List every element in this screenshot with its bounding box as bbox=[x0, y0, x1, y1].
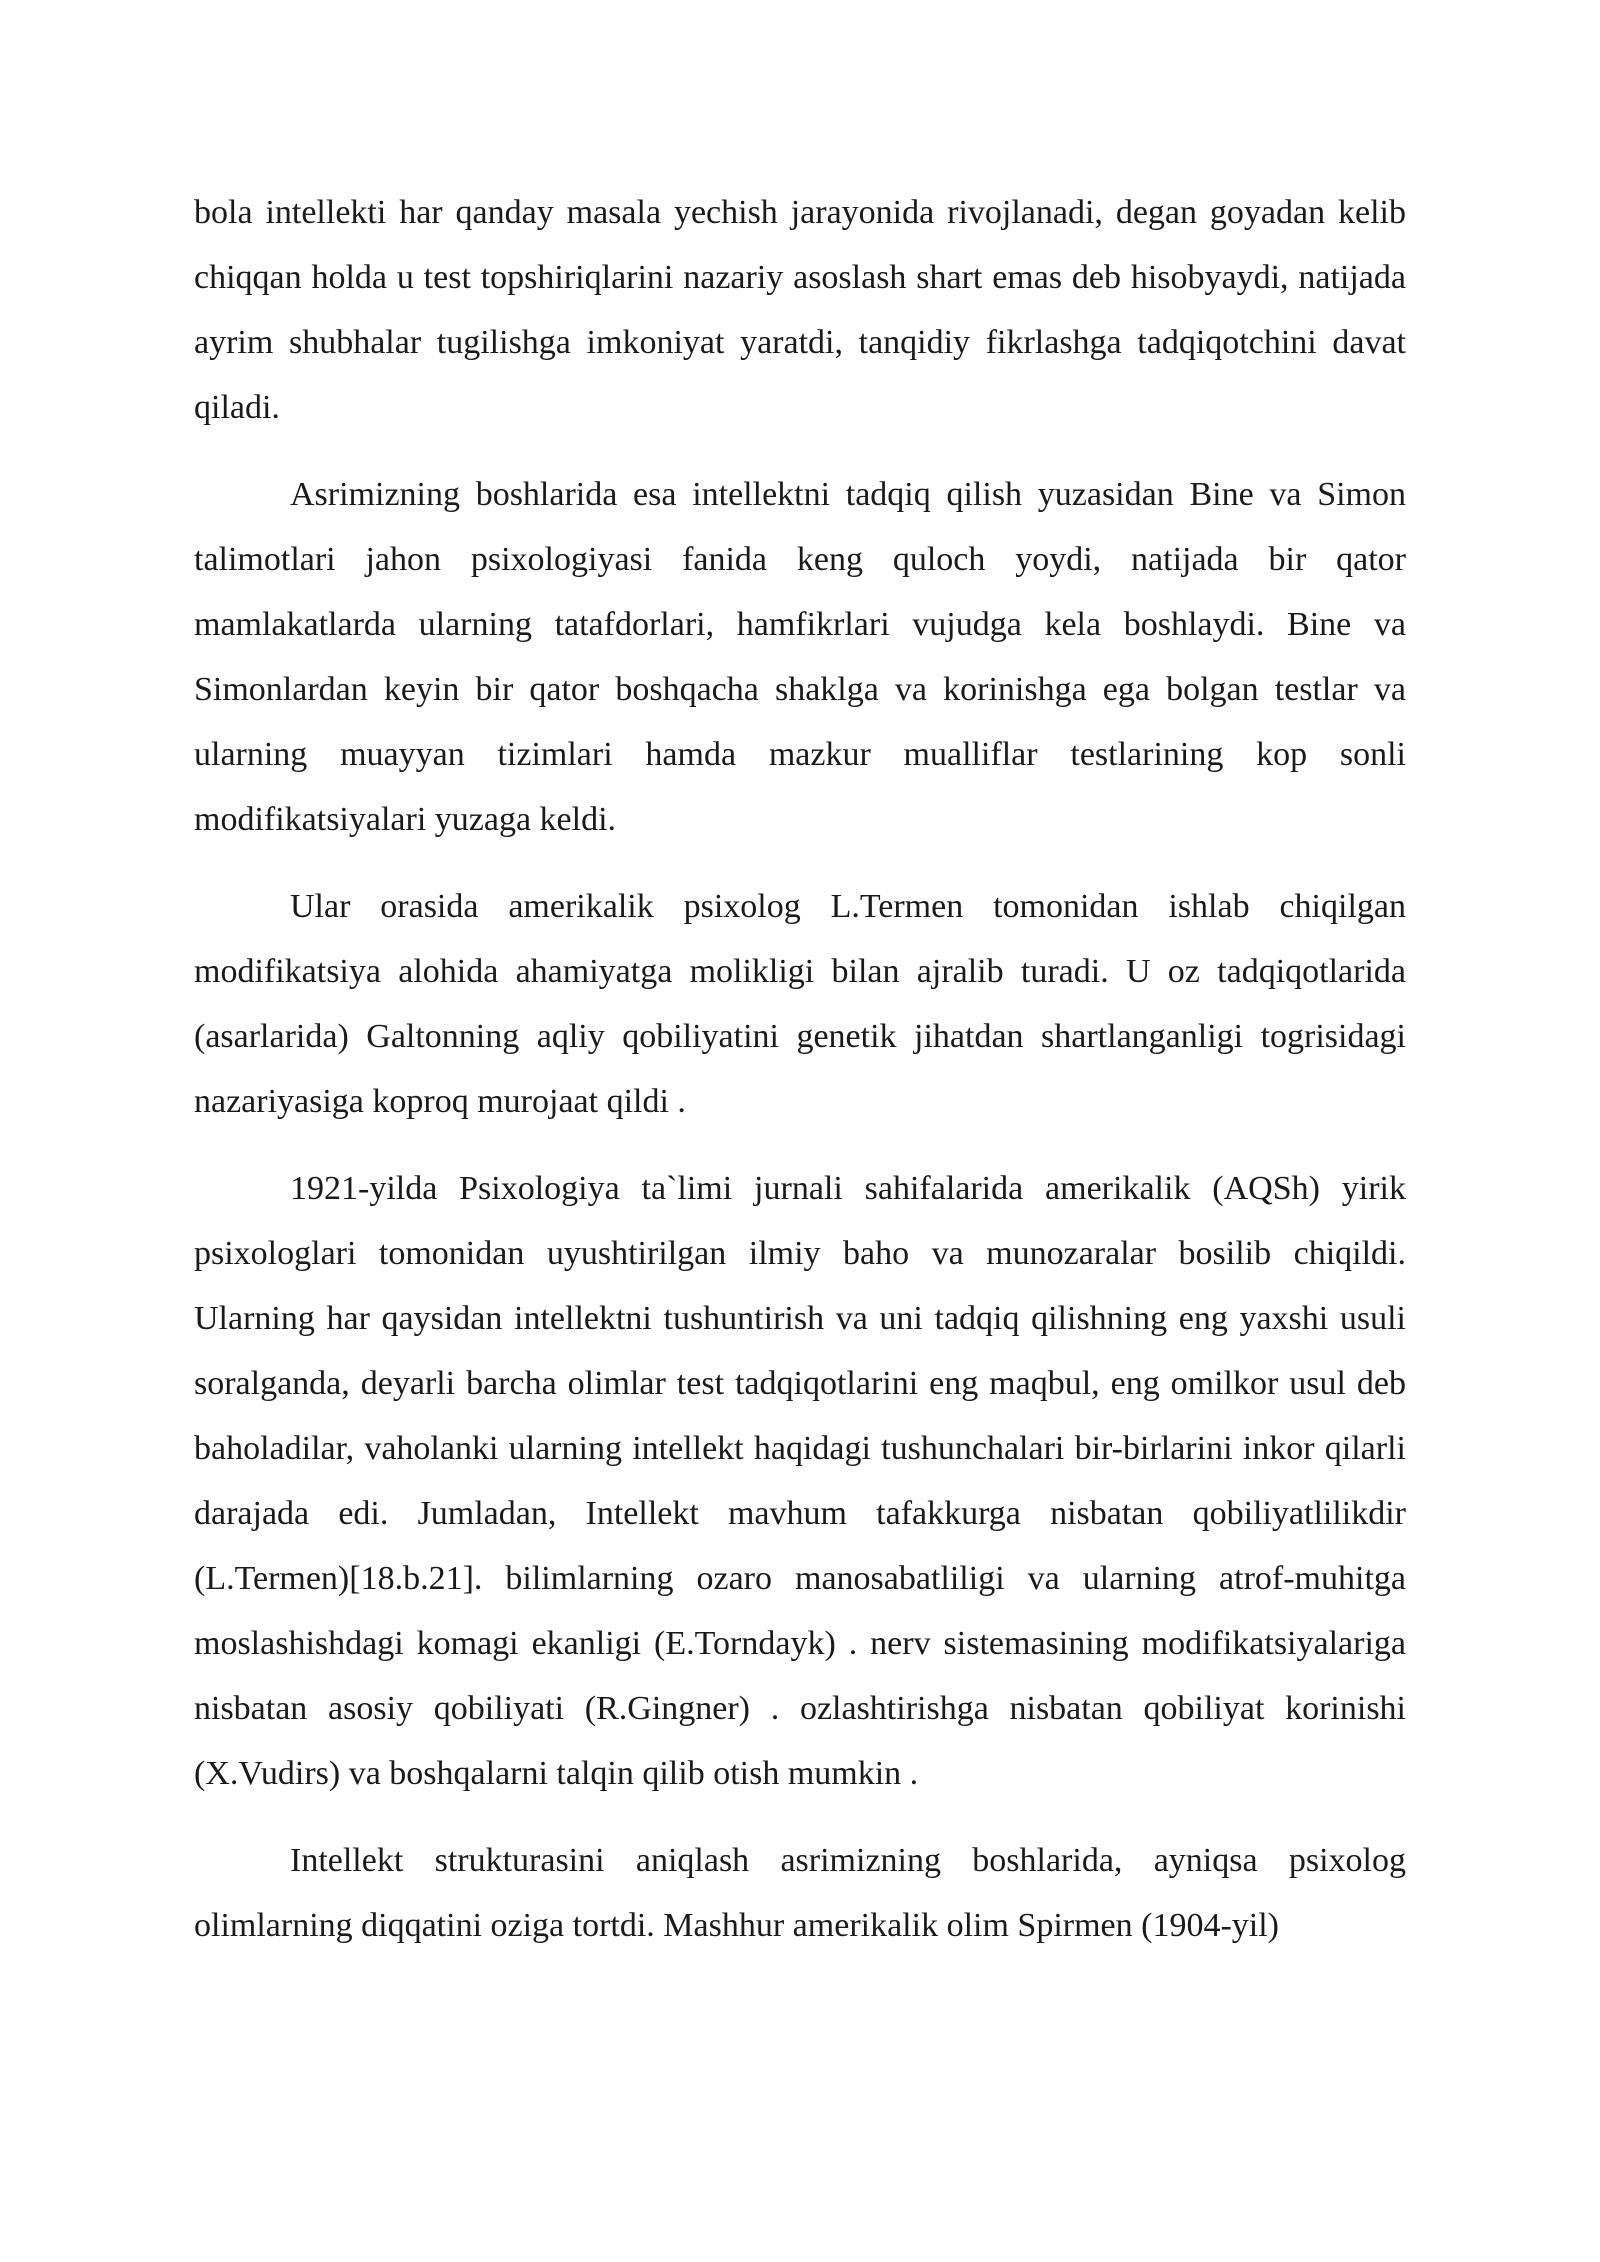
paragraph-1: bola intellekti har qanday masala yechish jarayonida rivojlanadi, degan goyadan kelib chiqqan holda u test topshiriqlarini nazariy asoslash shart emas deb hisobyaydi, natijada ayrim shubhalar tugilishga imkoniyat yaratdi, tanqidiy fikrlashga tadqiqotchini davat qiladi. bbox=[194, 194, 1406, 426]
paragraph-5: Intellekt strukturasini aniqlash asrimizning boshlarida, ayniqsa psixolog olimlarning diqqatini oziga tortdi. Mashhur amerikalik olim Spirmen (1904-yil) bbox=[194, 1842, 1406, 1944]
paragraph-3: Ular orasida amerikalik psixolog L.Termen tomonidan ishlab chiqilgan modifikatsiya alohida ahamiyatga molikligi bilan ajralib turadi. U oz tadqiqotlarida (asarlarida) Galtonning aqliy qobiliyatini genetik jihatdan shartlanganligi togrisidagi nazariyasiga koproq murojaat qildi . bbox=[194, 888, 1406, 1120]
paragraph-2: Asrimizning boshlarida esa intellektni tadqiq qilish yuzasidan Bine va Simon talimotlari jahon psixologiyasi fanida keng quloch yoydi, natijada bir qator mamlakatlarda ularning tatafdorlari, hamfikrlari vujudga kela boshlaydi. Bine va Simonlardan keyin bir qator boshqacha shaklga va korinishga ega bolgan testlar va ularning muayyan tizimlari hamda mazkur mualliflar testlarining kop sonli modifikatsiyalari yuzaga keldi. bbox=[194, 476, 1406, 838]
paragraph-4: 1921-yilda Psixologiya ta`limi jurnali sahifalarida amerikalik (AQSh) yirik psixologlari tomonidan uyushtirilgan ilmiy baho va munozaralar bosilib chiqildi. Ularning har qaysidan intellektni tushuntirish va uni tadqiq qilishning eng yaxshi usuli soralganda, deyarli barcha olimlar test tadqiqotlarini eng maqbul, eng omilkor usul deb baholadilar, vaholanki ularning intellekt haqidagi tushunchalari bir-birlarini inkor qilarli darajada edi. Jumladan, Intellekt mavhum tafakkurga nisbatan qobiliyatlilikdir (L.Termen)[18.b.21]. bilimlarning ozaro manosabatliligi va ularning atrof-muhitga moslashishdagi komagi ekanligi (E.Torndayk) . nerv sistemasining modifikatsiyalariga nisbatan asosiy qobiliyati (R.Gingner) . ozlashtirishga nisbatan qobiliyat korinishi (X.Vudirs) va boshqalarni talqin qilib otish mumkin . bbox=[194, 1170, 1406, 1792]
body-text bbox=[194, 180, 1406, 1980]
